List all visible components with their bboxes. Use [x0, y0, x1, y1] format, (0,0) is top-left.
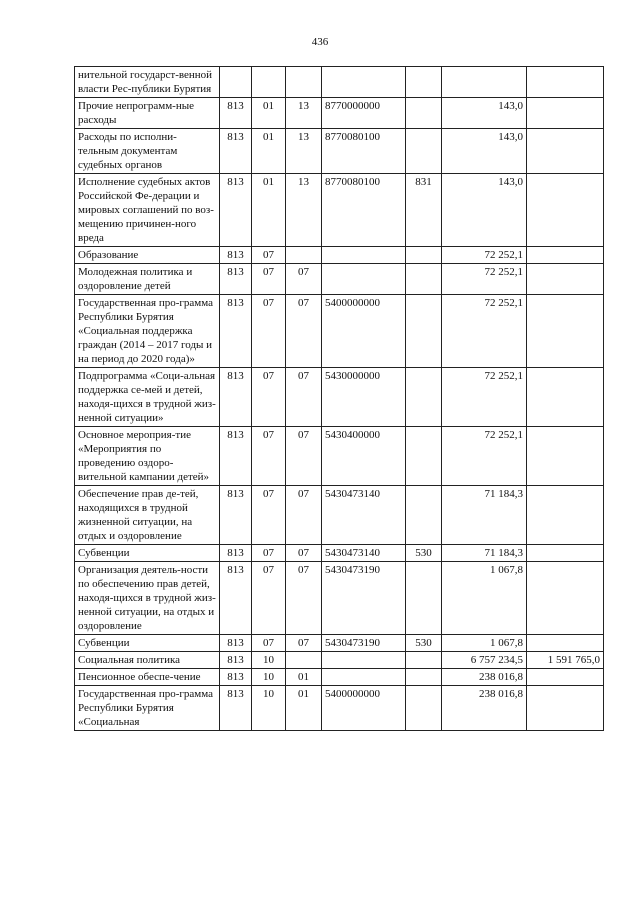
expense-type-code — [406, 486, 442, 545]
table-row — [75, 67, 604, 98]
amount-extra — [527, 67, 604, 98]
section-code: 10 — [252, 652, 286, 669]
table-row — [75, 368, 604, 427]
section-code: 07 — [252, 264, 286, 295]
amount-extra — [527, 486, 604, 545]
grbs-code: 813 — [220, 98, 252, 129]
target-item-code: 5430473190 — [322, 562, 406, 635]
grbs-code: 813 — [220, 669, 252, 686]
target-item-code — [322, 247, 406, 264]
section-code — [252, 67, 286, 98]
expense-type-code — [406, 368, 442, 427]
expense-type-code — [406, 264, 442, 295]
grbs-code: 813 — [220, 129, 252, 174]
row-name: Государственная про-грамма Республики Бурятия «Социальная поддержка граждан (2014 – 2017 годы и на период до 2020 года)» — [75, 295, 220, 368]
target-item-code: 8770080100 — [322, 129, 406, 174]
amount: 238 016,8 — [442, 686, 527, 731]
table-row — [75, 486, 604, 545]
amount-extra — [527, 427, 604, 486]
amount: 72 252,1 — [442, 247, 527, 264]
target-item-code — [322, 652, 406, 669]
amount-extra — [527, 635, 604, 652]
grbs-code: 813 — [220, 295, 252, 368]
grbs-code: 813 — [220, 652, 252, 669]
target-item-code: 5430473190 — [322, 635, 406, 652]
amount-extra: 1 591 765,0 — [527, 652, 604, 669]
amount — [442, 67, 527, 98]
grbs-code — [220, 67, 252, 98]
table-row — [75, 545, 604, 562]
subsection-code: 07 — [286, 427, 322, 486]
grbs-code: 813 — [220, 427, 252, 486]
section-code: 01 — [252, 129, 286, 174]
table-row — [75, 562, 604, 635]
amount-extra — [527, 669, 604, 686]
section-code: 07 — [252, 486, 286, 545]
row-name: Пенсионное обеспе-чение — [75, 669, 220, 686]
section-code: 07 — [252, 295, 286, 368]
subsection-code — [286, 67, 322, 98]
expense-type-code — [406, 295, 442, 368]
amount-extra — [527, 98, 604, 129]
amount-extra — [527, 174, 604, 247]
grbs-code: 813 — [220, 486, 252, 545]
subsection-code: 07 — [286, 486, 322, 545]
subsection-code: 07 — [286, 368, 322, 427]
amount: 72 252,1 — [442, 295, 527, 368]
expense-type-code — [406, 562, 442, 635]
row-name: Подпрограмма «Соци-альная поддержка се-мей и детей, находя-щихся в трудной жиз-ненной ситуации» — [75, 368, 220, 427]
row-name: Государственная про-грамма Республики Бурятия «Социальная — [75, 686, 220, 731]
table-row — [75, 686, 604, 731]
target-item-code — [322, 669, 406, 686]
row-name: Субвенции — [75, 635, 220, 652]
amount: 72 252,1 — [442, 427, 527, 486]
amount-extra — [527, 545, 604, 562]
amount: 71 184,3 — [442, 486, 527, 545]
subsection-code: 07 — [286, 562, 322, 635]
expense-type-code: 530 — [406, 635, 442, 652]
grbs-code: 813 — [220, 545, 252, 562]
expense-type-code — [406, 129, 442, 174]
subsection-code: 07 — [286, 545, 322, 562]
table-row — [75, 295, 604, 368]
section-code: 07 — [252, 247, 286, 264]
grbs-code: 813 — [220, 174, 252, 247]
row-name: Исполнение судебных актов Российской Фе-дерации и мировых соглашений по воз-мещению причинен-ного вреда — [75, 174, 220, 247]
target-item-code: 5430473140 — [322, 545, 406, 562]
row-name: Расходы по исполни-тельным документам судебных органов — [75, 129, 220, 174]
expense-type-code — [406, 669, 442, 686]
expense-type-code — [406, 98, 442, 129]
amount: 72 252,1 — [442, 368, 527, 427]
row-name: Обеспечение прав де-тей, находящихся в трудной жизненной ситуации, на отдых и оздоровление — [75, 486, 220, 545]
subsection-code — [286, 652, 322, 669]
subsection-code: 13 — [286, 174, 322, 247]
subsection-code: 07 — [286, 264, 322, 295]
row-name: Основное мероприя-тие «Мероприятия по проведению оздоро-вительной кампании детей» — [75, 427, 220, 486]
expense-type-code — [406, 686, 442, 731]
amount: 143,0 — [442, 174, 527, 247]
subsection-code: 01 — [286, 686, 322, 731]
table-row — [75, 427, 604, 486]
subsection-code — [286, 247, 322, 264]
target-item-code: 5430000000 — [322, 368, 406, 427]
section-code: 01 — [252, 98, 286, 129]
amount-extra — [527, 562, 604, 635]
grbs-code: 813 — [220, 247, 252, 264]
grbs-code: 813 — [220, 562, 252, 635]
amount: 238 016,8 — [442, 669, 527, 686]
subsection-code: 07 — [286, 635, 322, 652]
expense-type-code: 530 — [406, 545, 442, 562]
amount-extra — [527, 295, 604, 368]
table-row — [75, 98, 604, 129]
amount: 72 252,1 — [442, 264, 527, 295]
section-code: 07 — [252, 427, 286, 486]
subsection-code: 13 — [286, 98, 322, 129]
amount-extra — [527, 247, 604, 264]
expense-type-code — [406, 67, 442, 98]
table-row — [75, 635, 604, 652]
section-code: 07 — [252, 368, 286, 427]
row-name: Молодежная политика и оздоровление детей — [75, 264, 220, 295]
amount: 1 067,8 — [442, 635, 527, 652]
section-code: 07 — [252, 545, 286, 562]
amount-extra — [527, 686, 604, 731]
row-name: Организация деятель-ности по обеспечению прав детей, находя-щихся в трудной жиз-ненной ситуации, на отдых и оздоровление — [75, 562, 220, 635]
grbs-code: 813 — [220, 635, 252, 652]
amount-extra — [527, 129, 604, 174]
amount-extra — [527, 368, 604, 427]
table-row — [75, 174, 604, 247]
row-name: нительной государст-венной власти Рес-публики Бурятия — [75, 67, 220, 98]
table-row — [75, 247, 604, 264]
expense-type-code — [406, 652, 442, 669]
target-item-code: 5400000000 — [322, 686, 406, 731]
section-code: 07 — [252, 562, 286, 635]
section-code: 01 — [252, 174, 286, 247]
target-item-code — [322, 67, 406, 98]
row-name: Субвенции — [75, 545, 220, 562]
budget-table — [74, 66, 604, 731]
amount: 143,0 — [442, 98, 527, 129]
amount: 143,0 — [442, 129, 527, 174]
amount-extra — [527, 264, 604, 295]
section-code: 10 — [252, 686, 286, 731]
target-item-code: 8770000000 — [322, 98, 406, 129]
row-name: Образование — [75, 247, 220, 264]
grbs-code: 813 — [220, 686, 252, 731]
expense-type-code — [406, 247, 442, 264]
subsection-code: 01 — [286, 669, 322, 686]
table-row — [75, 129, 604, 174]
page-number: 436 — [311, 36, 329, 48]
expense-type-code — [406, 427, 442, 486]
expense-type-code: 831 — [406, 174, 442, 247]
row-name: Прочие непрограмм-ные расходы — [75, 98, 220, 129]
row-name: Социальная политика — [75, 652, 220, 669]
subsection-code: 13 — [286, 129, 322, 174]
target-item-code: 5430400000 — [322, 427, 406, 486]
section-code: 07 — [252, 635, 286, 652]
target-item-code: 8770080100 — [322, 174, 406, 247]
grbs-code: 813 — [220, 368, 252, 427]
target-item-code: 5400000000 — [322, 295, 406, 368]
table-row — [75, 652, 604, 669]
target-item-code — [322, 264, 406, 295]
amount: 71 184,3 — [442, 545, 527, 562]
table-row — [75, 669, 604, 686]
target-item-code: 5430473140 — [322, 486, 406, 545]
section-code: 10 — [252, 669, 286, 686]
table-row — [75, 264, 604, 295]
amount: 6 757 234,5 — [442, 652, 527, 669]
subsection-code: 07 — [286, 295, 322, 368]
grbs-code: 813 — [220, 264, 252, 295]
amount: 1 067,8 — [442, 562, 527, 635]
